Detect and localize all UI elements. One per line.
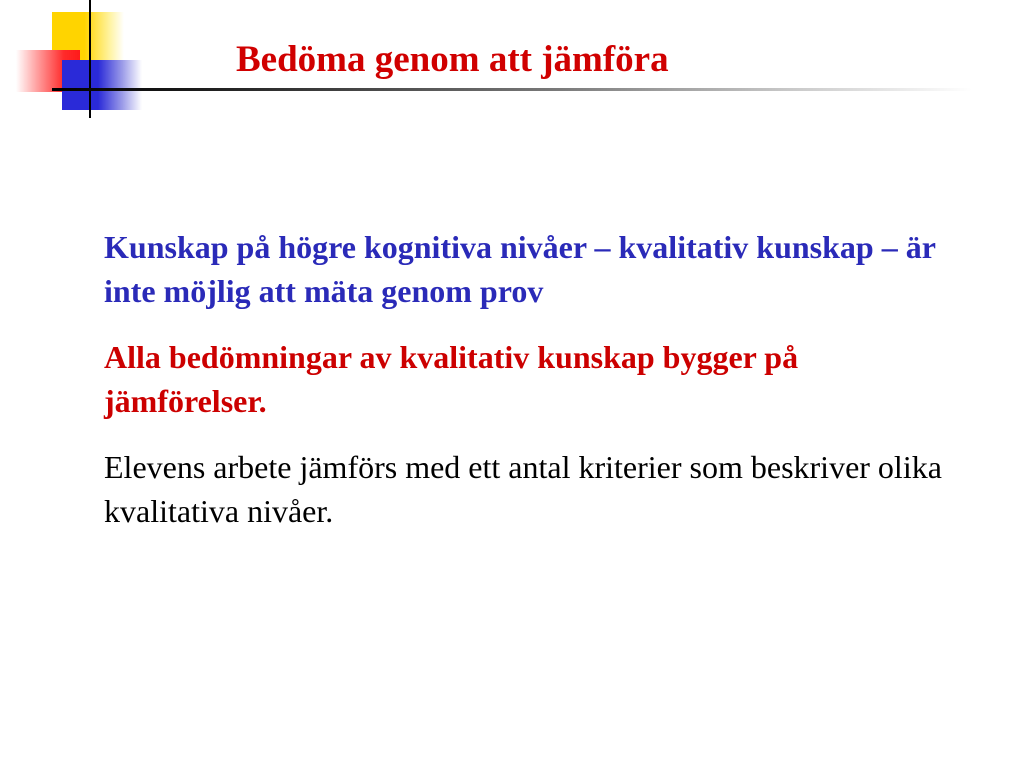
slide-title: Bedöma genom att jämföra bbox=[236, 39, 669, 80]
blue-square-decoration bbox=[62, 60, 142, 110]
slide-body bbox=[104, 225, 944, 555]
vertical-rule bbox=[89, 0, 91, 118]
paragraph-kriterier: Elevens arbete jämförs med ett antal kriterier som beskriver olika kvalitativa nivåer. bbox=[104, 449, 942, 529]
paragraph-jamforelser: Alla bedömningar av kvalitativ kunskap bygger på jämförelser. bbox=[104, 339, 799, 419]
title-underline-rule bbox=[52, 88, 972, 91]
paragraph-kvalitativ-kunskap: Kunskap på högre kognitiva nivåer – kvalitativ kunskap – är inte möjlig att mäta genom prov bbox=[104, 229, 936, 309]
